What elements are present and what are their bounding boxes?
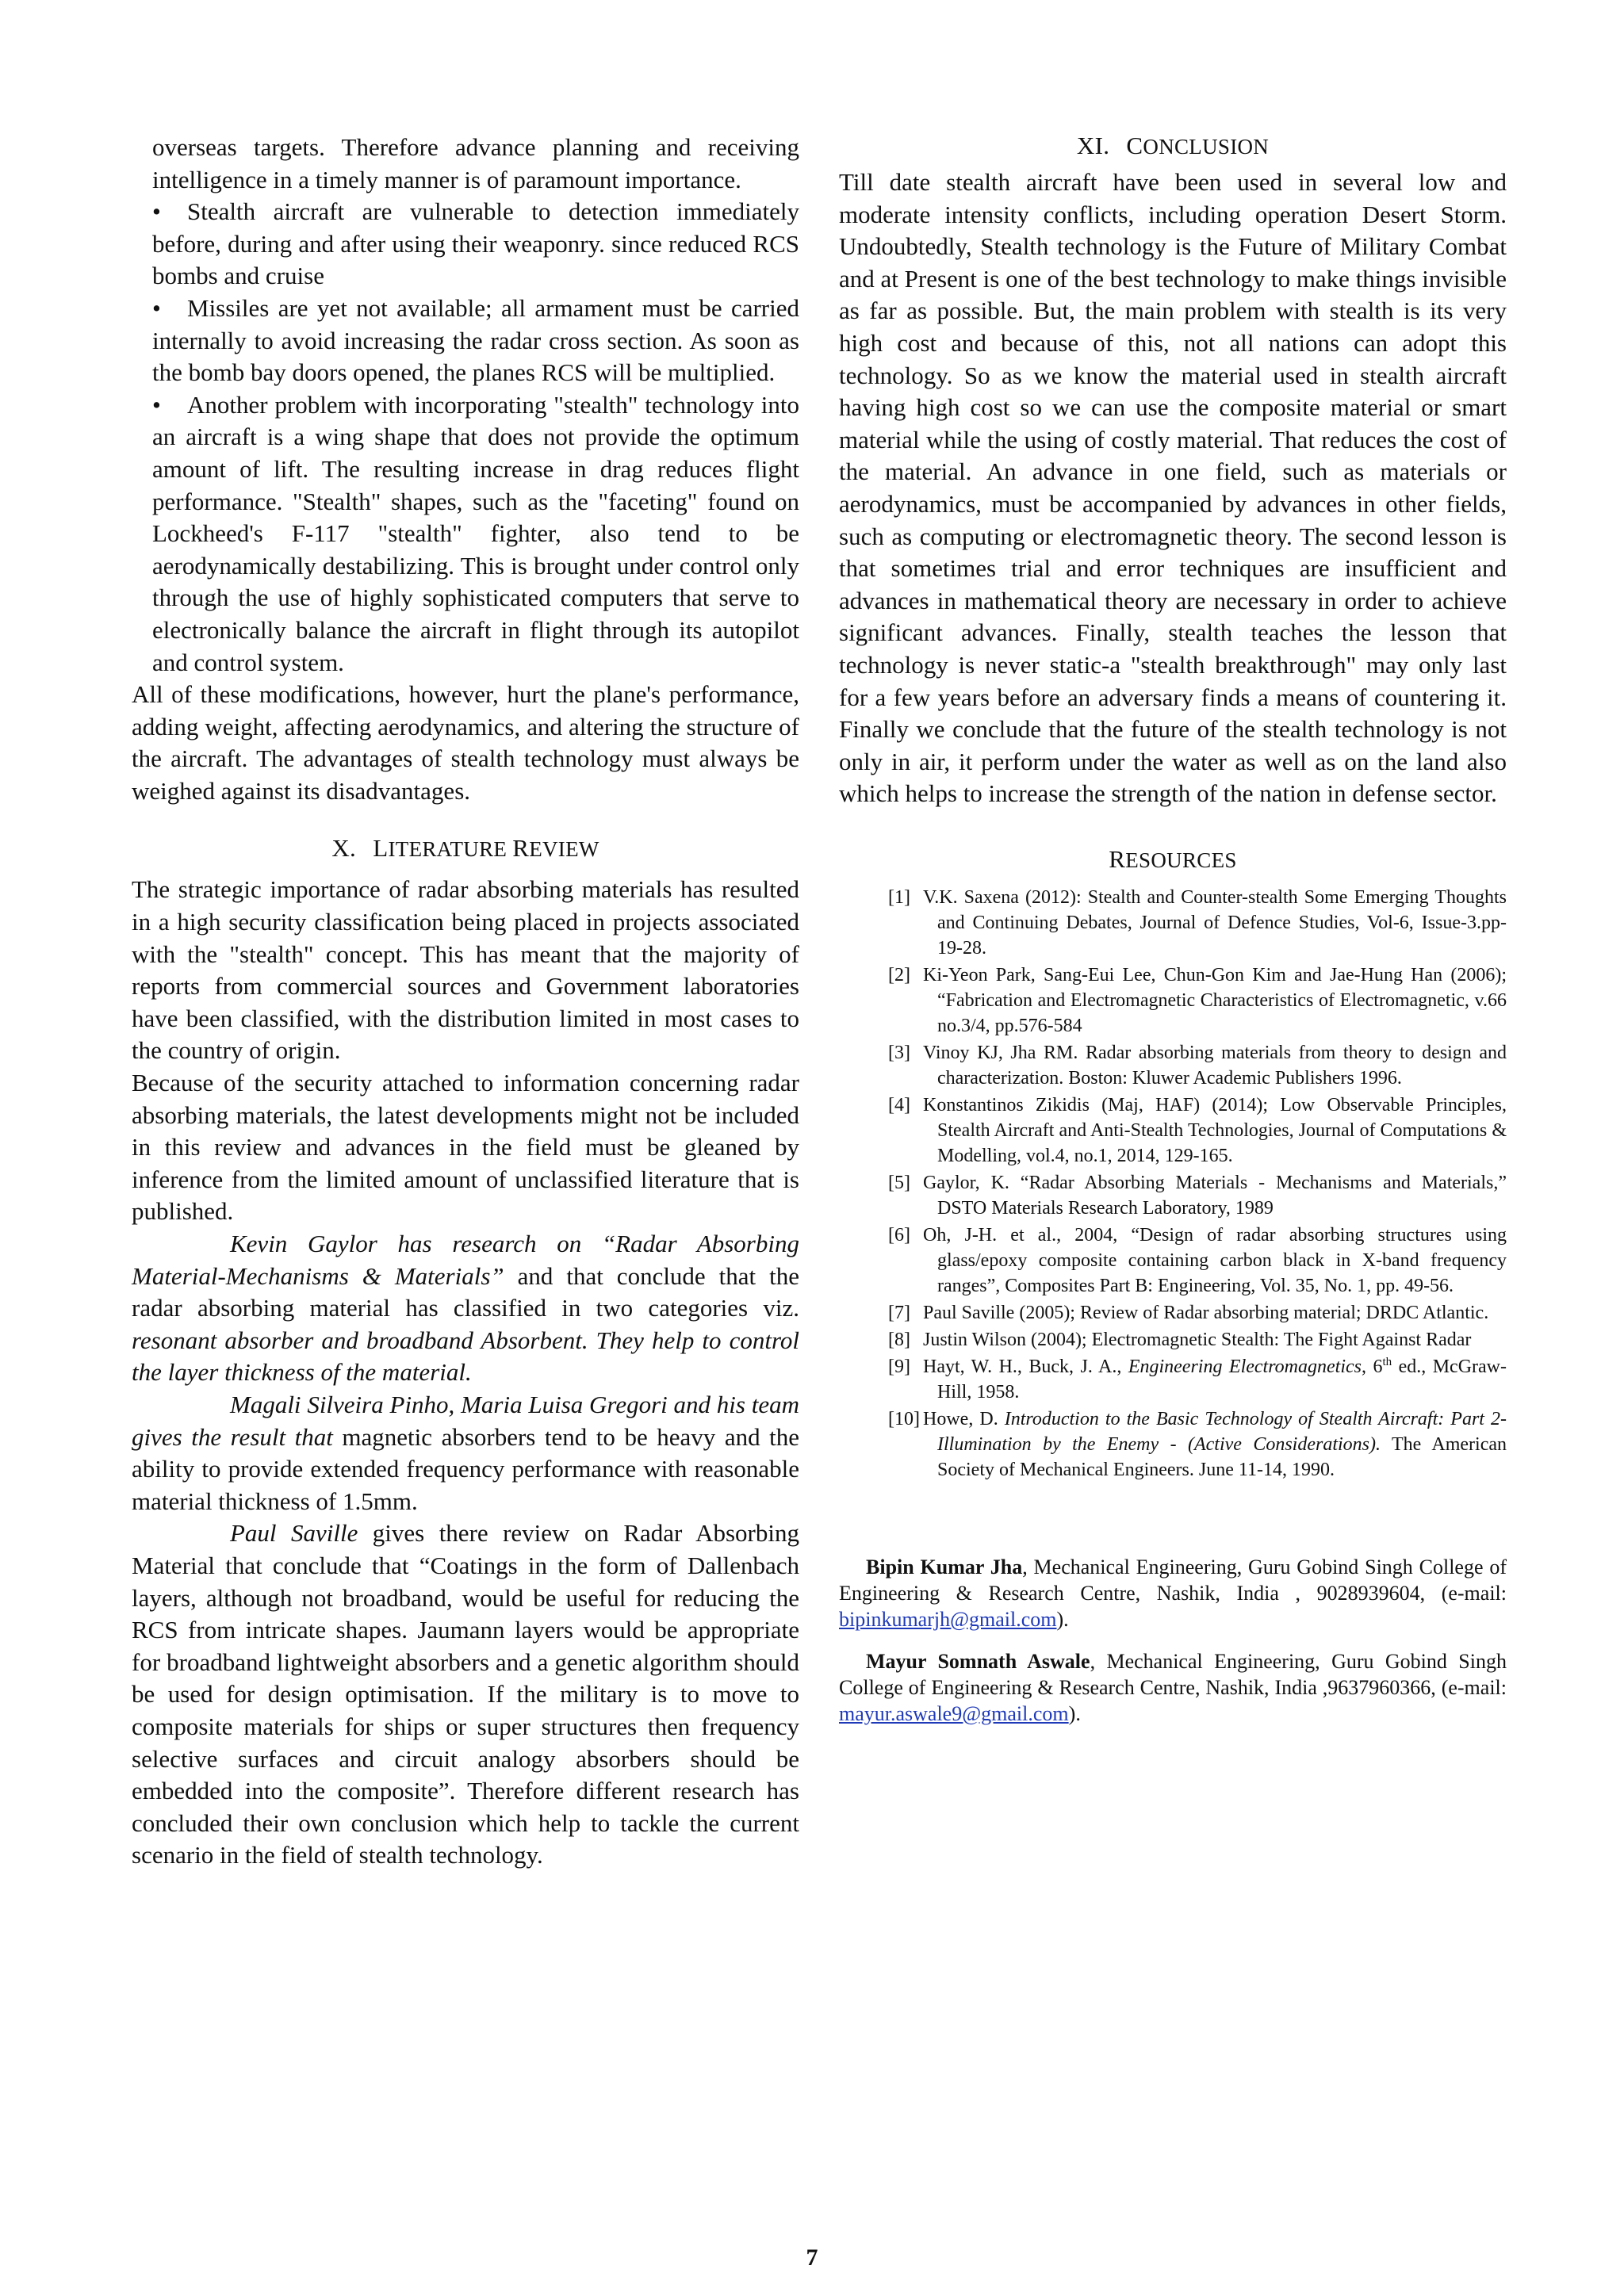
bullet-item: • Another problem with incorporating "stealth" technology into an aircraft is a wing shape that does not provide the optimum amount of lift. The resulting increase in drag reduces flight performance. "Stealth" shapes, such as the "faceting" found on Lockheed's F-117 "stealth" fighter, also tend to be aerodynamically destabilizing. This is brought under control only through the use of highly sophisticated computers that serve to electronically balance the aircraft in flight through its autopilot and control system.	[152, 390, 799, 676]
bullet-section	[152, 132, 799, 679]
reference-item: [5] Gaylor, K. “Radar Absorbing Materials - Mechanisms and Materials,” DSTO Materials Research Laboratory, 1989	[888, 1172, 1507, 1219]
bullet-icon: •	[152, 390, 161, 419]
author-bio: Bipin Kumar Jha, Mechanical Engineering, Guru Gobind Singh College of Engineering & Research Centre, Nashik, India , 9028939604, (e-mail: bipinkumarjh@gmail.com).	[839, 1555, 1507, 1631]
reference-item: [7] Paul Saville (2005); Review of Radar absorbing material; DRDC Atlantic.	[888, 1302, 1489, 1323]
reference-item: [2] Ki-Yeon Park, Sang-Eui Lee, Chun-Gon Kim and Jae-Hung Han (2006); “Fabrication and Electromagnetic Characteristics of Electromagnetic, v.66 no.3/4, pp.576-584	[888, 964, 1507, 1036]
conclusion-heading: XI. CONCLUSION	[1076, 132, 1270, 159]
summary-paragraph: All of these modifications, however, hurt the plane's performance, adding weight, affecting aerodynamics, and altering the structure of the aircraft. The advantages of stealth technology must always be weighed against its disadvantages.	[132, 680, 799, 805]
bullet-icon: •	[152, 293, 161, 322]
reference-item: [3] Vinoy KJ, Jha RM. Radar absorbing materials from theory to design and characterization. Boston: Kluwer Academic Publishers 1996.	[888, 1042, 1507, 1089]
bullet-item: • Stealth aircraft are vulnerable to detection immediately before, during and after using their weaponry. since reduced RCS bombs and cruise	[152, 197, 799, 290]
reference-item: [10] Howe, D. Introduction to the Basic Technology of Stealth Aircraft: Part 2-Illumination by the Enemy - (Active Considerations). The American Society of Mechanical Engineers. June 11-14, 1990.	[888, 1408, 1507, 1480]
reference-item: [8] Justin Wilson (2004); Electromagnetic Stealth: The Fight Against Radar	[888, 1329, 1472, 1350]
page-number: 7	[806, 2244, 818, 2271]
author-email-link[interactable]: bipinkumarjh@gmail.com	[839, 1607, 1057, 1631]
reference-item: [4] Konstantinos Zikidis (Maj, HAF) (2014); Low Observable Principles, Stealth Aircraft and Anti-Stealth Technologies, Journal of Computations & Modelling, vol.4, no.1, 2014, 129-165.	[888, 1094, 1507, 1166]
conclusion-paragraph: Till date stealth aircraft have been used in several low and moderate intensity conflicts, including operation Desert Storm. Undoubtedly, Stealth technology is the Future of Military Combat and at Present is one of the best technology to make things invisible as far as possible. But, the main problem with stealth is its very high cost and because of this, not all nations can adopt this technology. So as we know the material used in stealth aircraft having high cost so we can use the composite material or smart material while the using of costly material. That reduces the cost of the material. An advance in one field, such as materials or aerodynamics, must be accompanied by advances in other fields, such as computing or electromagnetic theory. The second lesson is that sometimes trial and error techniques are insufficient and advances in mathematical theory are necessary in order to achieve significant advances. Finally, stealth teaches the lesson that technology is never static-a "stealth breakthrough" may only last for a few years before an adversary finds a means of countering it. Finally we conclude that the future of the stealth technology is not only in air, it perform under the water as well as on the land also which helps to increase the strength of the nation in defense sector.	[839, 168, 1507, 808]
bullet-icon: •	[152, 197, 161, 226]
reference-item: [6] Oh, J-H. et al., 2004, “Design of radar absorbing structures using glass/epoxy composite containing carbon black in X-band frequency ranges”, Composites Part B: Engineering, Vol. 35, No. 1, pp. 49-56.	[888, 1224, 1507, 1296]
continuation-paragraph: overseas targets. Therefore advance planning and receiving intelligence in a timely manner is of paramount importance.	[152, 133, 799, 193]
lit-review-paragraph: Paul Saville gives there review on Radar Absorbing Material that conclude that “Coatings in the form of Dallenbach layers, although not broadband, would be useful for reducing the RCS from intricate shapes. Jaumann layers would be appropriate for broadband lightweight absorbers and a genetic algorithm should be used for design optimisation. If the military is to move to composite materials for ships or super structures then frequency selective surfaces and circuit analogy absorbers should be embedded into the composite”. Therefore different research has concluded their own conclusion which help to tackle the current scenario in the field of stealth technology.	[132, 1519, 799, 1869]
literature-review-heading: X. LITERATURE REVIEW	[331, 834, 599, 863]
lit-review-paragraph: Because of the security attached to information concerning radar absorbing materials, the latest developments might not be included in this review and advances in the field must be gleaned by inference from the limited amount of unclassified literature that is published.	[132, 1069, 799, 1226]
right-column	[839, 132, 1507, 1727]
lit-review-paragraph: Magali Silveira Pinho, Maria Luisa Gregori and his team gives the result that magnetic absorbers tend to be heavy and the ability to provide extended frequency performance with reasonable material thickness of 1.5mm.	[132, 1390, 799, 1515]
reference-list	[839, 885, 1507, 1483]
reference-item: [1] V.K. Saxena (2012): Stealth and Counter-stealth Some Emerging Thoughts and Continuing Debates, Journal of Defence Studies, Vol-6, Issue-3.pp- 19-28.	[888, 886, 1507, 959]
author-email-link[interactable]: mayur.aswale9@gmail.com	[839, 1701, 1069, 1725]
bullet-item: • Missiles are yet not available; all armament must be carried internally to avoid increasing the radar cross section. As soon as the bomb bay doors opened, the planes RCS will be multiplied.	[152, 293, 799, 387]
lit-review-paragraph: Kevin Gaylor has research on “Radar Absorbing Material-Mechanisms & Materials” and that conclude that the radar absorbing material has classified in two categories viz. resonant absorber and broadband Absorbent. They help to control the layer thickness of the material.	[132, 1230, 799, 1387]
lit-review-paragraph: The strategic importance of radar absorbing materials has resulted in a high security classification being placed in projects associated with the "stealth" concept. This has meant that the majority of reports from commercial sources and Government laboratories have been classified, with the distribution limited in most cases to the country of origin.	[132, 875, 799, 1065]
reference-item: [9] Hayt, W. H., Buck, J. A., Engineering Electromagnetics, 6th ed., McGraw-Hill, 1958.	[888, 1355, 1507, 1402]
author-bio: Mayur Somnath Aswale, Mechanical Engineering, Guru Gobind Singh College of Engineering & Research Centre, Nashik, India ,9637960366, (e-mail: mayur.aswale9@gmail.com).	[839, 1649, 1507, 1725]
left-column	[132, 132, 799, 1872]
resources-heading: RESOURCES	[1109, 844, 1237, 873]
